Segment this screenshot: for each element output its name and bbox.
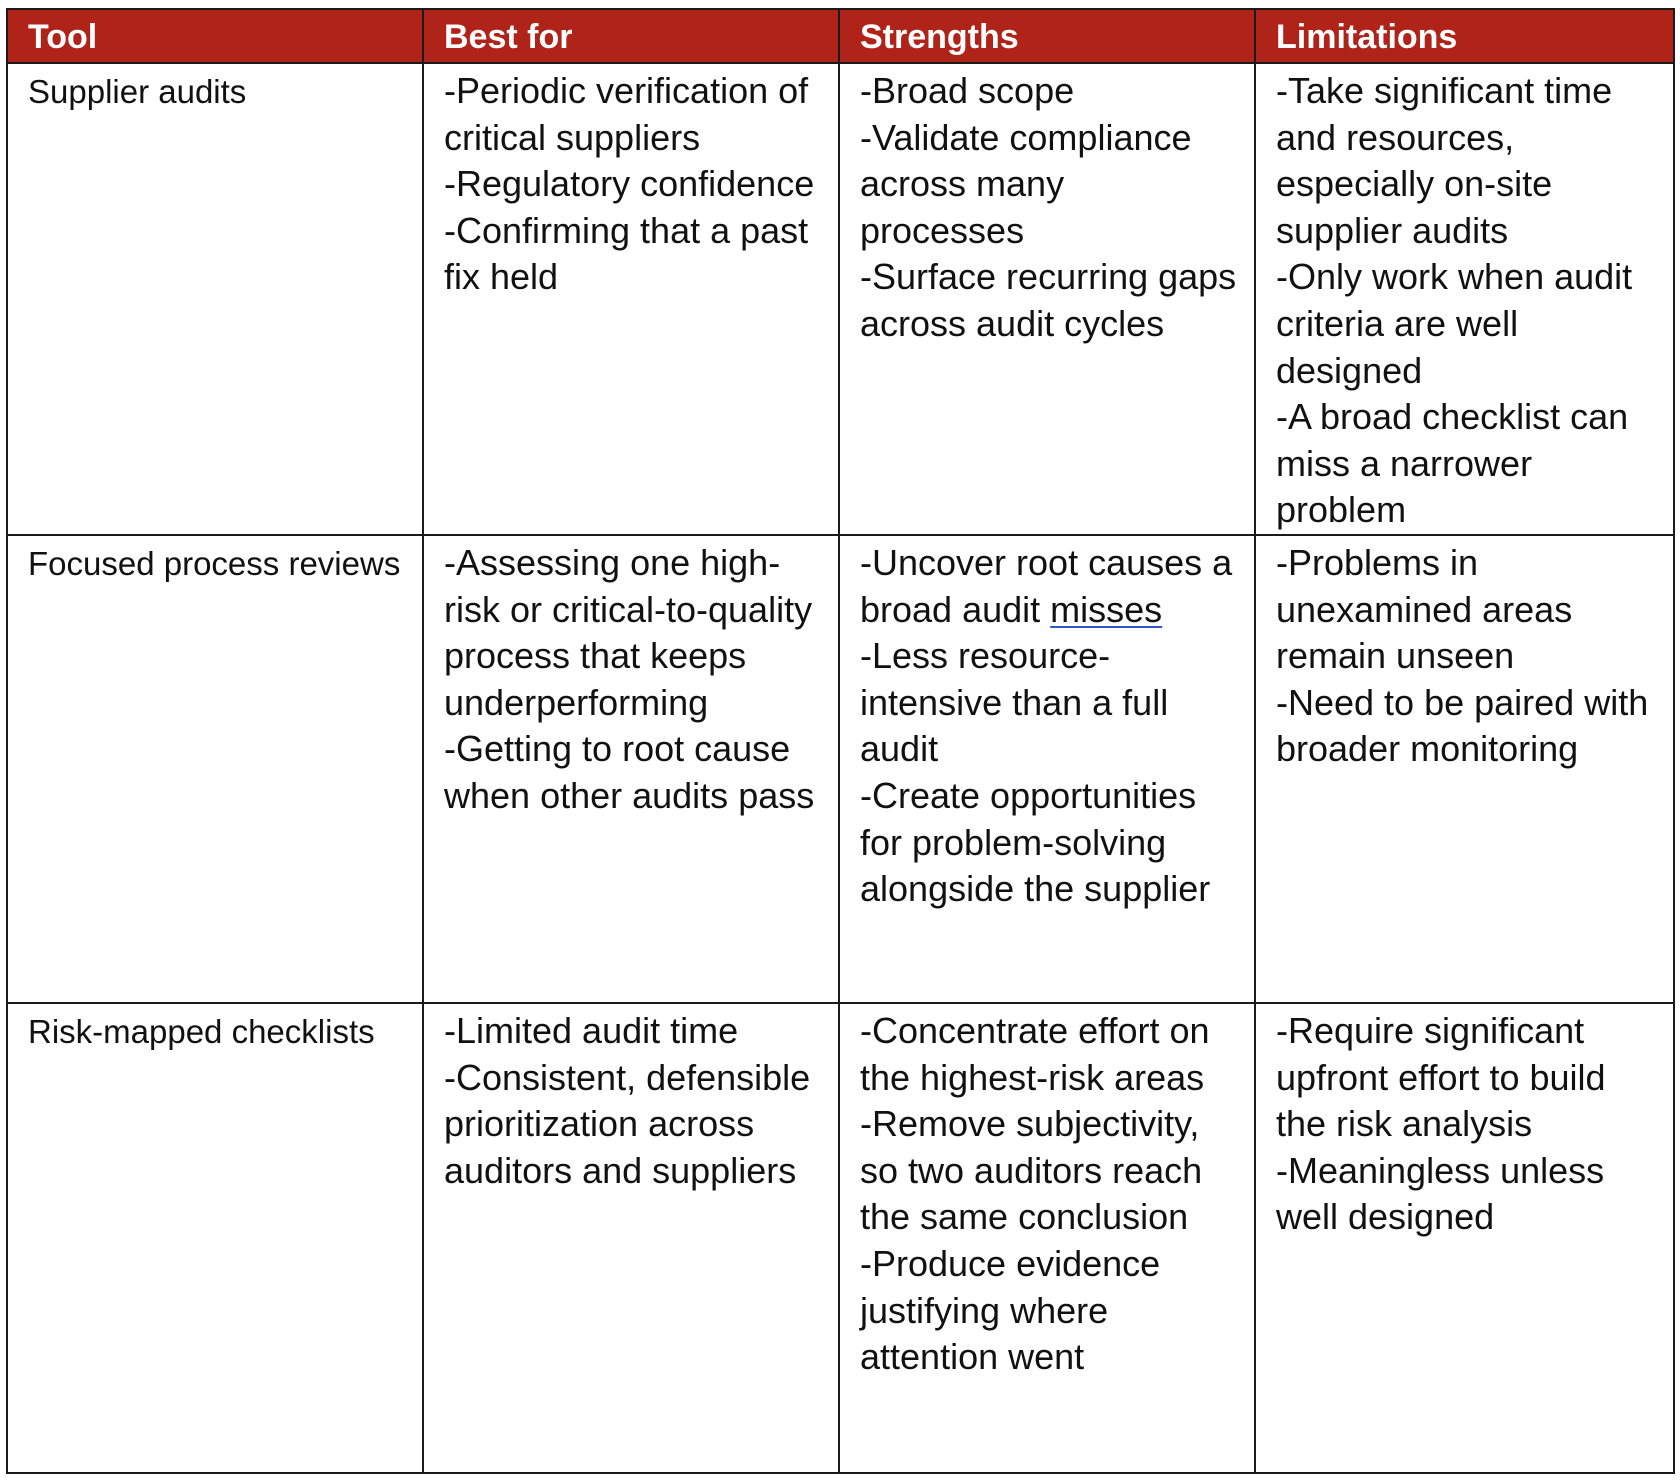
limitations-cell	[1255, 63, 1674, 535]
strength-item: -Remove subjectivity, so two auditors reach the same conclusion	[860, 1103, 1203, 1238]
strength-item: -Create opportunities for problem-solving alongside the supplier	[860, 774, 1211, 910]
best-for-item: -Limited audit time	[444, 1009, 739, 1051]
limitations-cell	[1255, 1003, 1674, 1473]
strength-item: -Concentrate effort on the highest-risk areas	[860, 1009, 1210, 1098]
limitation-item: -Require significant upfront effort to build the risk analysis	[1276, 1009, 1606, 1145]
best-for-cell	[423, 63, 839, 535]
strength-item: -Less resource-intensive than a full audit	[860, 635, 1169, 770]
best-for-item: -Regulatory confidence	[444, 163, 815, 205]
best-for-item: -Consistent, defensible prioritization across auditors and suppliers	[444, 1056, 811, 1191]
strengths-cell	[839, 1003, 1255, 1473]
strength-item: -Uncover root causes a broad audit misses	[860, 541, 1233, 630]
header-row	[7, 9, 1674, 63]
comparison-table	[6, 8, 1675, 1474]
best-for-item: -Getting to root cause when other audits pass	[444, 728, 815, 816]
strength-item: -Validate compliance across many processes	[860, 116, 1192, 251]
header-limitations: Limitations	[1255, 9, 1674, 63]
strengths-cell	[839, 535, 1255, 1003]
strength-item: -Surface recurring gaps across audit cycles	[860, 256, 1237, 344]
limitation-item: -Meaningless unless well designed	[1276, 1149, 1605, 1238]
best-for-item: -Confirming that a past fix held	[444, 209, 809, 298]
strength-item: -Broad scope	[860, 70, 1075, 111]
best-for-cell	[423, 535, 839, 1003]
strengths-cell	[839, 63, 1255, 535]
spellcheck-underline: misses	[1050, 588, 1163, 630]
best-for-cell	[423, 1003, 839, 1473]
strength-item: -Produce evidence justifying where attention went	[860, 1242, 1161, 1378]
best-for-item: -Assessing one high-risk or critical-to-quality process that keeps underperforming	[444, 541, 813, 723]
tool-cell: Risk-mapped checklists	[7, 1003, 423, 1473]
header-strengths: Strengths	[839, 9, 1255, 63]
table-row	[7, 1003, 1674, 1473]
limitation-item: -Only work when audit criteria are well designed	[1276, 256, 1633, 391]
header-tool: Tool	[7, 9, 423, 63]
limitation-item: -Problems in unexamined areas remain unseen	[1276, 541, 1573, 677]
limitation-item: -A broad checklist can miss a narrower problem	[1276, 396, 1629, 531]
table-row	[7, 535, 1674, 1003]
table-row	[7, 63, 1674, 535]
limitation-item: -Need to be paired with broader monitoring	[1276, 681, 1649, 770]
header-best-for: Best for	[423, 9, 839, 63]
tool-cell: Focused process reviews	[7, 535, 423, 1003]
limitations-cell	[1255, 535, 1674, 1003]
best-for-item: -Periodic verification of critical suppliers	[444, 70, 809, 158]
limitation-item: -Take significant time and resources, especially on-site supplier audits	[1276, 70, 1613, 251]
tool-cell: Supplier audits	[7, 63, 423, 535]
